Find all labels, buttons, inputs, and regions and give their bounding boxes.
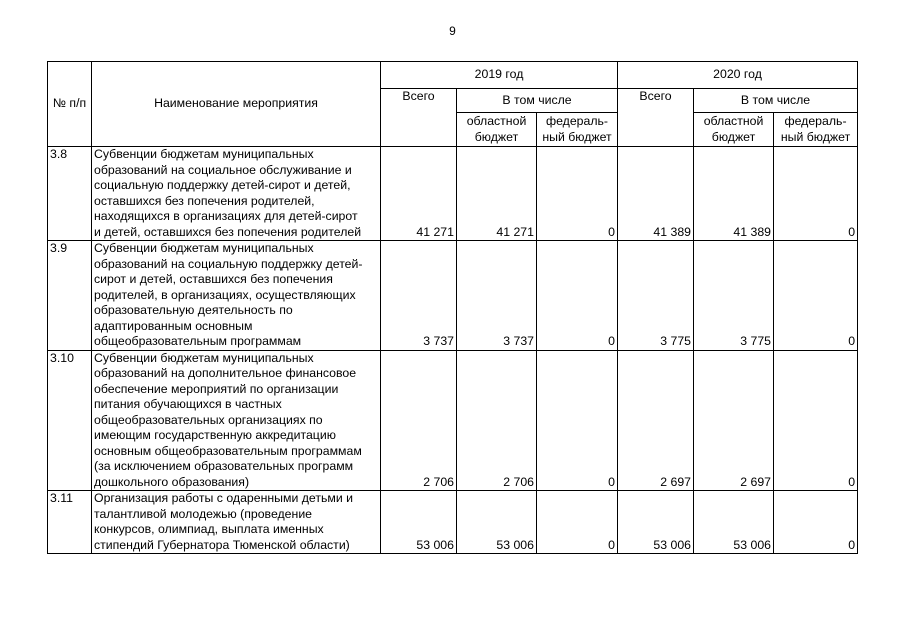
header-incl-2019: В том числе [457,89,618,113]
total-2019: 41 271 [381,147,457,241]
table-row [48,147,858,241]
header-num: № п/п [48,62,92,147]
page-number: 9 [449,24,456,38]
row-number: 3.10 [48,350,92,491]
regional-2020: 41 389 [694,147,774,241]
header-total-2019: Всего [381,89,457,147]
total-2020: 3 775 [618,241,694,351]
total-2019: 3 737 [381,241,457,351]
federal-2019: 0 [537,350,618,491]
row-number: 3.8 [48,147,92,241]
federal-2020: 0 [774,491,858,554]
total-2019: 2 706 [381,350,457,491]
federal-2019: 0 [537,147,618,241]
row-name: Субвенции бюджетам муниципальных образований на социальное обслуживание и социальную поддержку детей-сирот и детей, оставшихся без попечения родителей, находящихся в организациях для детей-сирот и детей, оставшихся без попечения родителей [92,147,381,241]
header-federal-2019: федераль- ный бюджет [537,113,618,147]
header-incl-2020: В том числе [694,89,858,113]
federal-2020: 0 [774,350,858,491]
header-federal-2020: федераль- ный бюджет [774,113,858,147]
regional-2019: 2 706 [457,350,537,491]
regional-2019: 41 271 [457,147,537,241]
regional-2020: 3 775 [694,241,774,351]
total-2020: 53 006 [618,491,694,554]
header-total-2020: Всего [618,89,694,147]
header-regional-2020: областной бюджет [694,113,774,147]
regional-2020: 2 697 [694,350,774,491]
total-2019: 53 006 [381,491,457,554]
header-year-2019: 2019 год [381,62,618,89]
table-header [48,62,858,147]
row-name: Субвенции бюджетам муниципальных образований на социальную поддержку детей- сирот и детей, оставшихся без попечения родителей, в организациях, осуществляющих образовательную деятельность по адаптированным основным общеобразовательным программам [92,241,381,351]
row-number: 3.11 [48,491,92,554]
header-name: Наименование мероприятия [92,62,381,147]
total-2020: 2 697 [618,350,694,491]
federal-2020: 0 [774,241,858,351]
regional-2019: 3 737 [457,241,537,351]
row-number: 3.9 [48,241,92,351]
federal-2019: 0 [537,491,618,554]
row-name: Субвенции бюджетам муниципальных образований на дополнительное финансовое обеспечение мероприятий по организации питания обучающихся в частных общеобразовательных организациях по имеющим государственную аккредитацию основным общеобразовательным программам (за исключением образовательных программ дошкольного образования) [92,350,381,491]
table-row [48,491,858,554]
federal-2019: 0 [537,241,618,351]
header-year-2020: 2020 год [618,62,858,89]
federal-2020: 0 [774,147,858,241]
header-regional-2019: областной бюджет [457,113,537,147]
table-row [48,241,858,351]
budget-table [47,61,858,554]
total-2020: 41 389 [618,147,694,241]
table-row [48,350,858,491]
row-name: Организация работы с одаренными детьми и талантливой молодежью (проведение конкурсов, олимпиад, выплата именных стипендий Губернатора Тюменской области) [92,491,381,554]
regional-2020: 53 006 [694,491,774,554]
regional-2019: 53 006 [457,491,537,554]
